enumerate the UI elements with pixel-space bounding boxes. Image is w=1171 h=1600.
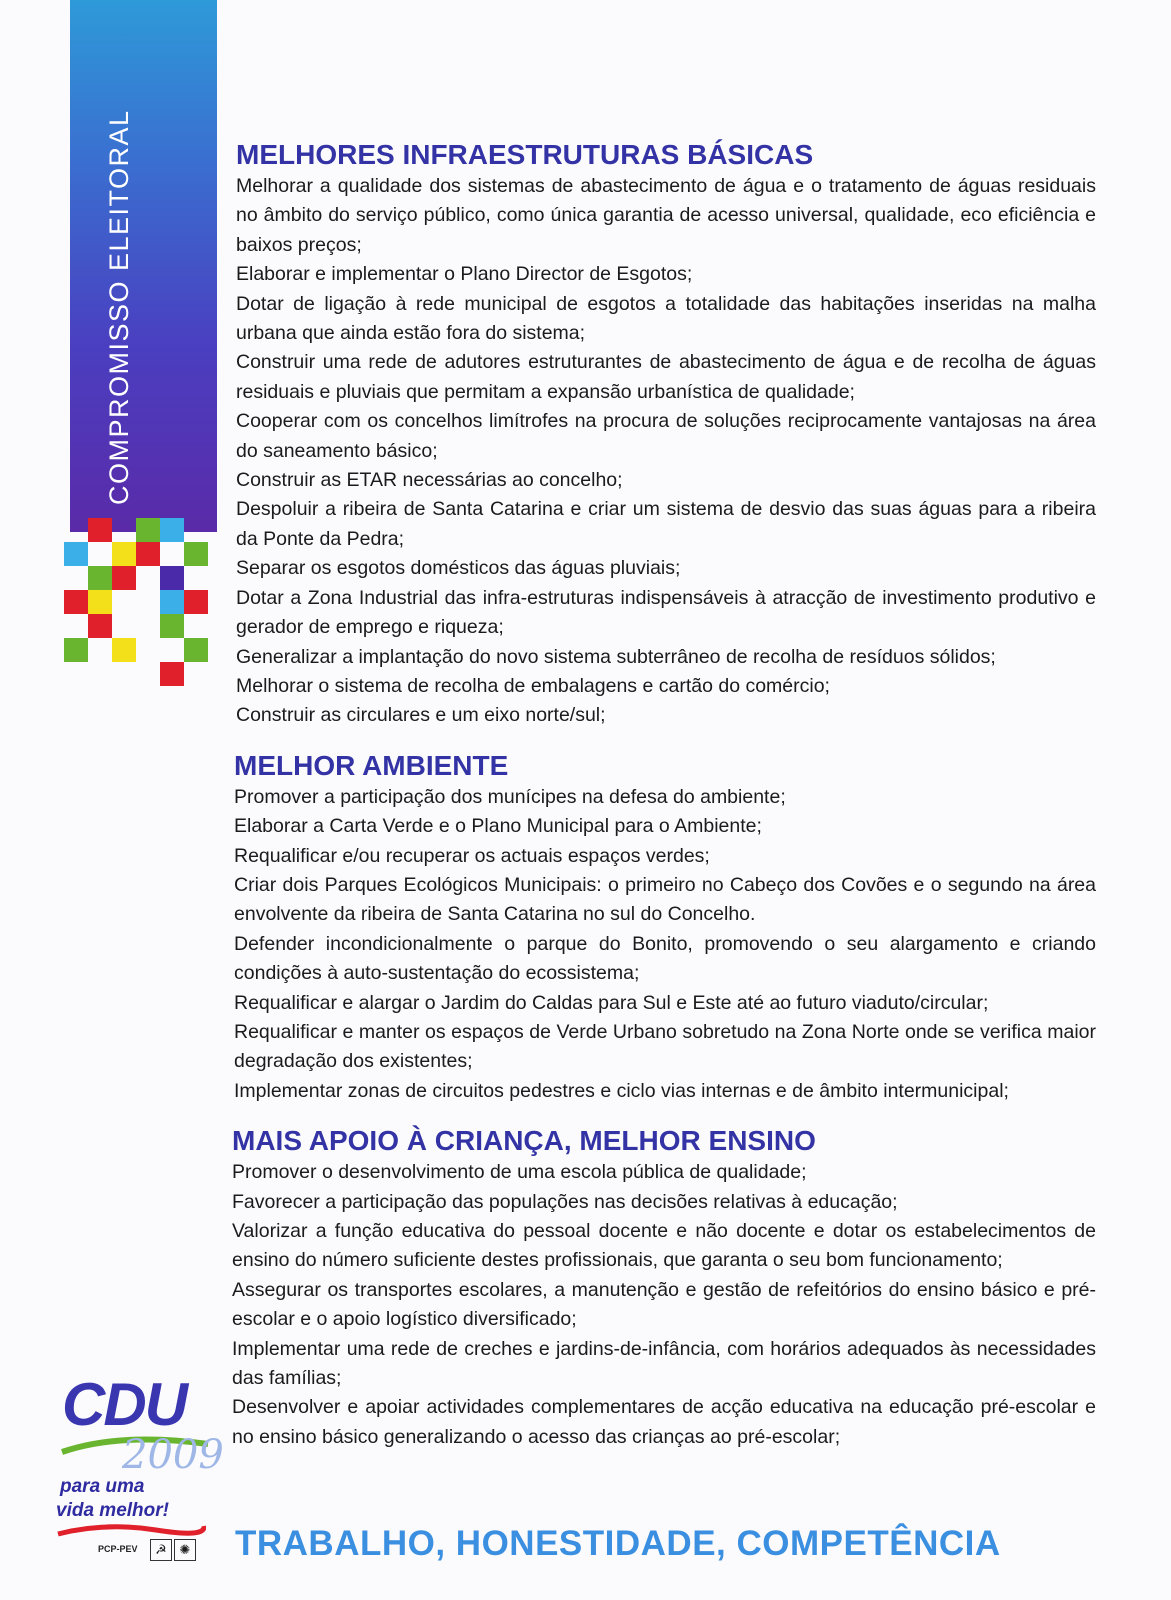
list-item: Dotar a Zona Industrial das infra-estruturas indispensáveis à atracção de investimento produtivo e gerador de emprego e riqueza; [236, 586, 1096, 639]
section-title: MELHORES INFRAESTRUTURAS BÁSICAS [236, 139, 814, 170]
list-item: Requalificar e alargar o Jardim do Caldas para Sul e Este até ao futuro viaduto/circular; [234, 991, 989, 1014]
mosaic-square [88, 614, 112, 638]
logo-slogan-line: para uma [60, 1476, 145, 1497]
logo-party: PCP-PEV [98, 1544, 138, 1554]
mosaic-square [184, 590, 208, 614]
list-item: Elaborar e implementar o Plano Director de Esgotos; [236, 263, 693, 286]
mosaic-square [160, 614, 184, 638]
section-title: MAIS APOIO À CRIANÇA, MELHOR ENSINO [232, 1125, 816, 1157]
mosaic-square [184, 542, 208, 566]
list-item: Construir as ETAR necessárias ao concelho; [236, 469, 623, 492]
list-item: Separar os esgotos domésticos das águas pluviais; [236, 557, 681, 580]
logo-name: CDU [62, 1371, 186, 1438]
mosaic-square [136, 542, 160, 566]
mosaic-square [160, 518, 184, 542]
section-environment [234, 749, 1096, 1106]
mosaic-square [64, 590, 88, 614]
list-item: Despoluir a ribeira de Santa Catarina e criar um sistema de desvio das suas águas para a ribeira da Ponte da Pedra; [236, 498, 1096, 550]
mosaic-square [160, 662, 184, 686]
section-infrastructure [236, 138, 1096, 731]
list-item: Defender incondicionalmente o parque do Bonito, promovendo o seu alargamento e criando condições à auto-sustentação do ecossistema; [234, 932, 1096, 985]
list-item: Implementar zonas de circuitos pedestres e ciclo vias internas e de âmbito intermunicipal; [234, 1079, 1009, 1102]
sidebar-band [70, 0, 217, 532]
color-mosaic [64, 530, 214, 700]
content [232, 138, 1096, 1470]
list-item: Requalificar e/ou recuperar os actuais espaços verdes; [234, 844, 710, 867]
list-item: Dotar de ligação à rede municipal de esgotos a totalidade das habitações inseridas na malha urbana que ainda estão fora do sistema; [236, 292, 1096, 345]
list-item: Assegurar os transportes escolares, a manutenção e gestão de refeitórios do ensino básico e pré-escolar e o apoio logístico diversificado; [232, 1278, 1096, 1331]
sidebar-title: COMPROMISSO ELEITORAL [104, 109, 134, 505]
list-item: Criar dois Parques Ecológicos Municipais: o primeiro no Cabeço dos Covões e o segundo na área envolvente da ribeira de Santa Catarina no sul do Concelho. [234, 873, 1096, 926]
logo-red-swoosh-icon [56, 1520, 206, 1540]
list-item: Cooperar com os concelhos limítrofes na procura de soluções reciprocamente vantajosas na área do saneamento básico; [236, 410, 1096, 462]
mosaic-square [112, 638, 136, 662]
list-item: Melhorar o sistema de recolha de embalagens e cartão do comércio; [236, 674, 830, 697]
cdu-logo [52, 1370, 224, 1570]
list-item: Desenvolver e apoiar actividades complementares de acção educativa na educação pré-escolar e no ensino básico generalizando o acesso das crianças ao pré-escolar; [232, 1396, 1096, 1448]
list-item: Promover o desenvolvimento de uma escola pública de qualidade; [232, 1161, 807, 1184]
mosaic-square [88, 590, 112, 614]
mosaic-square [64, 638, 88, 662]
logo-year: 2009 [122, 1432, 224, 1478]
mosaic-square [112, 566, 136, 590]
section-title: MELHOR AMBIENTE [234, 749, 509, 781]
list-item: Promover a participação dos munícipes na defesa do ambiente; [234, 785, 786, 808]
list-item: Requalificar e manter os espaços de Verde Urbano sobretudo na Zona Norte onde se verifica maior degradação dos existentes; [234, 1020, 1096, 1073]
mosaic-square [136, 518, 160, 542]
logo-slogan-line: vida melhor! [56, 1500, 169, 1521]
section-education [232, 1124, 1096, 1452]
list-item: Valorizar a função educativa do pessoal docente e não docente e dotar os estabelecimentos de ensino do número suficiente destes profissionais, que garanta o seu bom funcionamento; [232, 1220, 1096, 1272]
footer-slogan: TRABALHO, HONESTIDADE, COMPETÊNCIA [235, 1524, 1001, 1563]
logo-slogan [56, 1475, 169, 1523]
mosaic-square [112, 542, 136, 566]
mosaic-square [64, 542, 88, 566]
mosaic-square [160, 566, 184, 590]
list-item: Melhorar a qualidade dos sistemas de abastecimento de água e o tratamento de águas residuais no âmbito do serviço público, como única garantia de acesso universal, qualidade, eco eficiência e baixos preços; [236, 175, 1096, 256]
sunflower-icon: ✺ [174, 1539, 196, 1561]
list-item: Elaborar a Carta Verde e o Plano Municipal para o Ambiente; [234, 815, 762, 838]
mosaic-square [160, 590, 184, 614]
mosaic-square [88, 566, 112, 590]
list-item: Construir uma rede de adutores estruturantes de abastecimento de água e de recolha de águas residuais e pluviais que permitam a expansão urbanística de qualidade; [236, 351, 1096, 403]
list-item: Implementar uma rede de creches e jardins-de-infância, com horários adequados às necessidades das famílias; [232, 1337, 1096, 1390]
list-item: Favorecer a participação das populações nas decisões relativas à educação; [232, 1190, 898, 1213]
list-item: Construir as circulares e um eixo norte/sul; [236, 704, 606, 727]
list-item: Generalizar a implantação do novo sistema subterrâneo de recolha de resíduos sólidos; [236, 645, 996, 668]
hammer-sickle-icon: ☭ [150, 1539, 172, 1561]
mosaic-square [184, 638, 208, 662]
mosaic-square [88, 518, 112, 542]
